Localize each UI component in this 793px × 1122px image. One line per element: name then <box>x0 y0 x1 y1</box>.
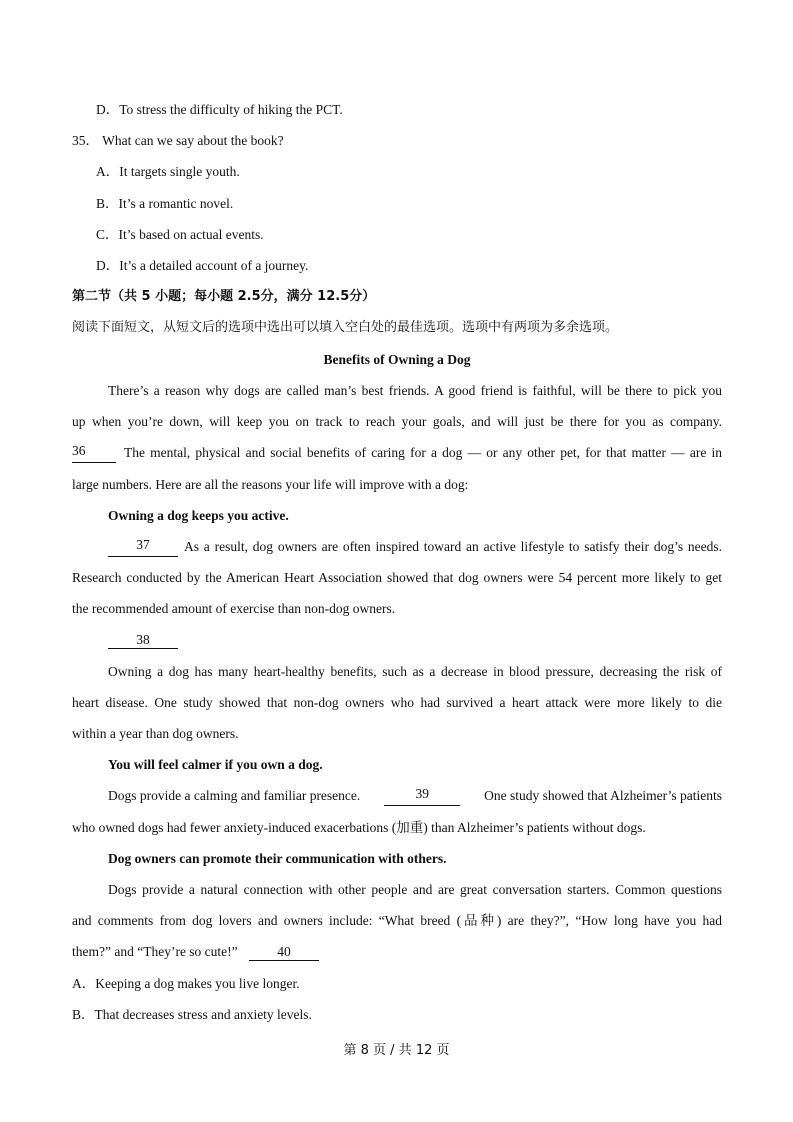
blank-37[interactable]: 37 <box>108 537 178 557</box>
paragraph-line: up when you’re down, will keep you on track to reach your goals, and will just be there for you as company. <box>72 414 722 429</box>
blank-39[interactable]: 39 <box>384 786 460 806</box>
page-footer: 第 8 页 / 共 12 页 <box>343 1043 450 1058</box>
paragraph-line: the recommended amount of exercise than non-dog owners. <box>72 601 396 616</box>
q35-option-d: D．It’s a detailed account of a journey. <box>96 258 309 273</box>
paragraph-line: Dogs provide a natural connection with other people and are great conversation starters. Common questions <box>108 882 722 897</box>
paragraph-text: them?” and “They’re so cute!” <box>72 944 238 959</box>
passage-title: Benefits of Owning a Dog <box>323 352 471 367</box>
paragraph-line: and comments from dog lovers and owners include: “What breed (品种) are they?”, “How long have you had <box>72 913 722 928</box>
paragraph-line <box>108 537 722 557</box>
paragraph-line <box>72 942 722 962</box>
paragraph-line: within a year than dog owners. <box>72 726 239 741</box>
paragraph-line <box>108 630 722 650</box>
paragraph-text: Dogs provide a calming and familiar presence. <box>108 788 361 803</box>
paragraph-line: There’s a reason why dogs are called man’s best friends. A good friend is faithful, will be there to pick you <box>108 383 722 398</box>
choice-a: A．Keeping a dog makes you live longer. <box>72 976 300 991</box>
subheading-communication: Dog owners can promote their communication with others. <box>108 851 447 866</box>
paragraph-line: who owned dogs had fewer anxiety-induced exacerbations (加重) than Alzheimer’s patients without dogs. <box>72 820 646 835</box>
q35-option-b: B．It’s a romantic novel. <box>96 196 234 211</box>
q35-option-c: C．It’s based on actual events. <box>96 227 264 242</box>
subheading-active: Owning a dog keeps you active. <box>108 508 289 523</box>
section-heading: 第二节（共 5 小题；每小题 2.5分，满分 12.5分） <box>72 289 376 304</box>
paragraph-line: large numbers. Here are all the reasons your life will improve with a dog: <box>72 477 469 492</box>
section-instruction: 阅读下面短文，从短文后的选项中选出可以填入空白处的最佳选项。选项中有两项为多余选项。 <box>72 320 619 335</box>
blank-40[interactable]: 40 <box>249 944 319 961</box>
paragraph-text: As a result, dog owners are often inspired toward an active lifestyle to satisfy their dog’s needs. <box>184 539 722 554</box>
paragraph-line: Owning a dog has many heart-healthy benefits, such as a decrease in blood pressure, decreasing the risk of <box>108 664 722 679</box>
paragraph-text: The mental, physical and social benefits of caring for a dog — or any other pet, for that matter — are in <box>124 445 722 460</box>
q35-option-a: A．It targets single youth. <box>96 164 240 179</box>
paragraph-line <box>72 443 722 463</box>
q34-option-d: D．To stress the difficulty of hiking the PCT. <box>96 102 343 117</box>
q35-stem: 35． What can we say about the book? <box>72 133 284 148</box>
paragraph-line: Research conducted by the American Heart Association showed that dog owners were 54 percent more likely to get <box>72 570 722 585</box>
blank-36[interactable]: 36 <box>72 443 116 463</box>
paragraph-text: One study showed that Alzheimer’s patients <box>484 788 722 803</box>
paragraph-line: heart disease. One study showed that non-dog owners who had survived a heart attack were more likely to die <box>72 695 722 710</box>
subheading-calmer: You will feel calmer if you own a dog. <box>108 757 323 772</box>
paragraph-line <box>108 786 722 806</box>
blank-38[interactable]: 38 <box>108 632 178 649</box>
choice-b: B．That decreases stress and anxiety levels. <box>72 1007 312 1022</box>
